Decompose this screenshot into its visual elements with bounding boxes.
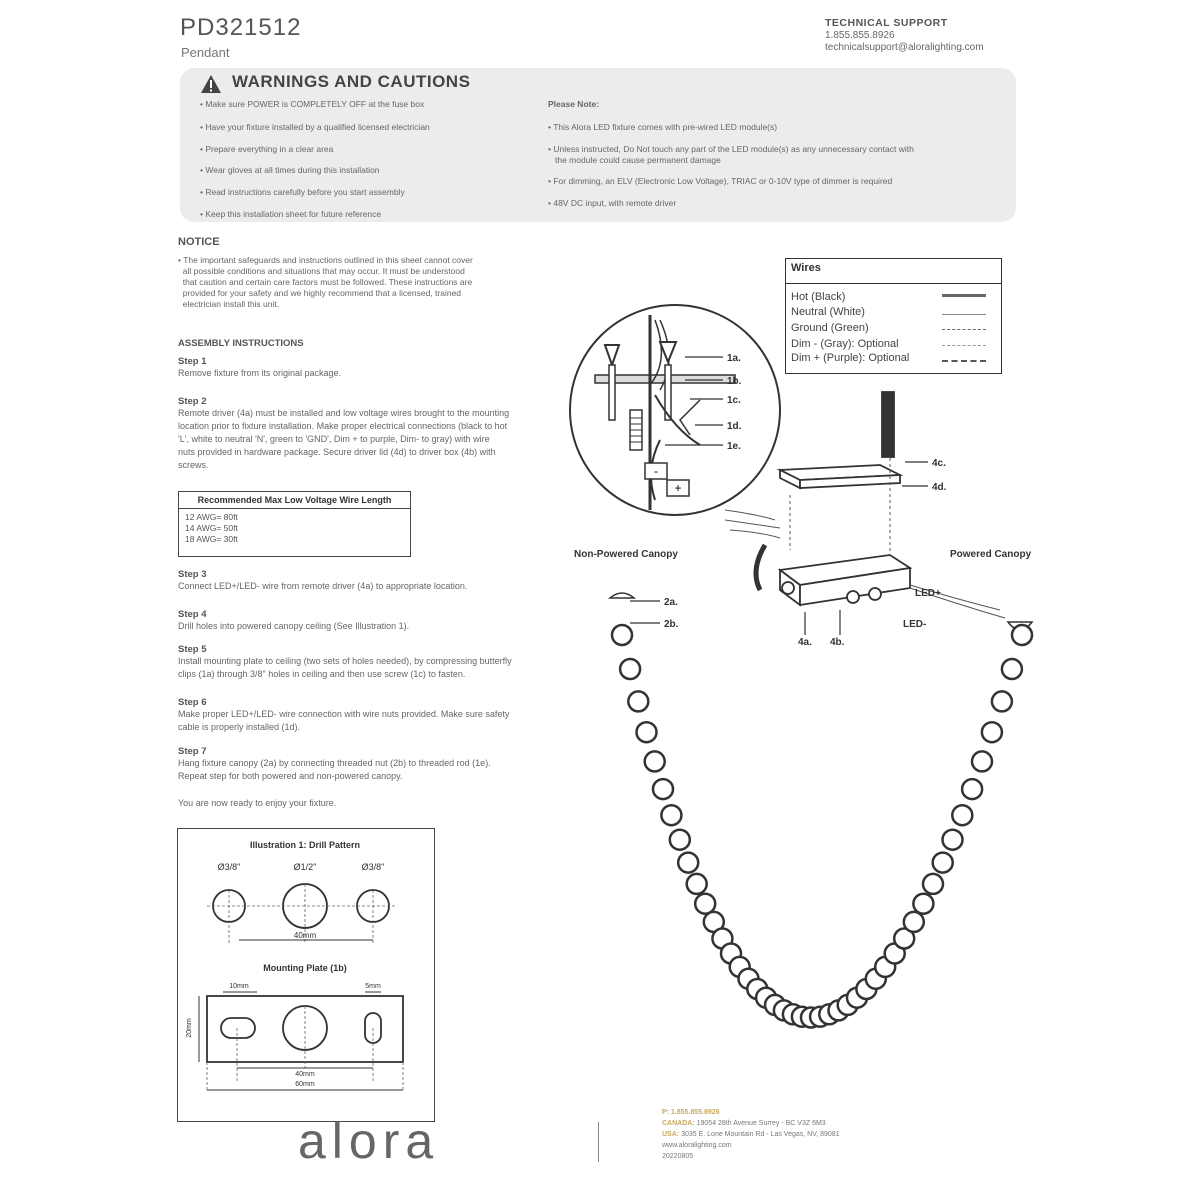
wire-hot: Hot (Black) <box>791 291 846 303</box>
bead <box>645 751 665 771</box>
warnings-title: WARNINGS AND CAUTIONS <box>232 72 471 91</box>
detail-circle <box>570 305 780 515</box>
footer-date: 20220805 <box>662 1153 694 1160</box>
product-code: PD321512 <box>180 14 302 41</box>
wire-ground: Ground (Green) <box>791 322 869 334</box>
led-plus-label: LED+ <box>915 588 941 599</box>
svg-text:+: + <box>674 481 682 495</box>
svg-text:5mm: 5mm <box>365 983 381 990</box>
wire-dim-plus: Dim + (Purple): Optional <box>791 352 910 364</box>
svg-text:Mounting Plate (1b): Mounting Plate (1b) <box>263 963 347 973</box>
warning-item: • Read instructions carefully before you start assembly <box>200 187 405 197</box>
bead <box>670 830 690 850</box>
step-5: Step 5 Install mounting plate to ceiling (two sets of holes needed), by compressing butterfly clips (1a) through 3/8" holes in ceiling and then use screw (1c) to fasten. <box>178 644 512 679</box>
svg-text:40mm: 40mm <box>295 1071 315 1078</box>
wire-length-table <box>178 491 411 557</box>
bead <box>913 894 933 914</box>
callout-4a: 4a. <box>798 637 812 648</box>
bead <box>653 779 673 799</box>
step-1: Step 1 Remove fixture from its original package. <box>178 356 342 378</box>
bead <box>637 722 657 742</box>
svg-text:Ø3/8": Ø3/8" <box>361 862 385 872</box>
callout-4c: 4c. <box>932 458 946 469</box>
warning-item: • Have your fixture installed by a qualified licensed electrician <box>200 122 430 132</box>
wire-hot-line <box>942 294 986 297</box>
step-7: Step 7 Hang fixture canopy (2a) by connecting threaded nut (2b) to threaded rod (1e). Repeat step for both powered and non-powered canopy. <box>178 746 491 781</box>
note-item: • This Alora LED fixture comes with pre-wired LED module(s) <box>548 122 778 132</box>
bead <box>620 659 640 679</box>
svg-text:-: - <box>654 464 658 478</box>
callout-4d: 4d. <box>932 482 947 493</box>
warning-item: • Prepare everything in a clear area <box>200 144 334 154</box>
note-item-cont: the module could cause permanent damage <box>555 155 721 165</box>
callout-4b: 4b. <box>830 637 845 648</box>
footer-phone: P: 1.855.855.8926 <box>662 1109 720 1116</box>
bead <box>1002 659 1022 679</box>
assembly-heading: ASSEMBLY INSTRUCTIONS <box>178 338 304 349</box>
svg-text:Ø1/2": Ø1/2" <box>293 862 317 872</box>
callout-1c: 1c. <box>727 395 741 406</box>
support-email[interactable]: technicalsupport@aloralighting.com <box>825 42 984 53</box>
installation-diagram <box>560 300 1120 1130</box>
support-phone: 1.855.855.8926 <box>825 30 895 41</box>
footer-usa: 3035 E. Lone Mountain Rd - Las Vegas, NV, 89081 <box>681 1131 840 1138</box>
callout-1b: 1b. <box>727 376 742 387</box>
wire-table-title: Recommended Max Low Voltage Wire Length <box>179 492 410 509</box>
footer-canada: 19054 28th Avenue Surrey - BC V3Z 6M3 <box>696 1120 826 1127</box>
callout-1d: 1d. <box>727 421 742 432</box>
callout-1a: 1a. <box>727 353 741 364</box>
drill-pattern-drawing <box>177 828 433 1120</box>
bead <box>687 874 707 894</box>
wire-dim-minus: Dim - (Gray): Optional <box>791 338 899 350</box>
bead <box>962 779 982 799</box>
step-2: Step 2 Remote driver (4a) must be installed and low voltage wires brought to the mounting location prior to fixture installation. Make proper electrical connections (black to hot 'L', white to neutral 'N', green to 'GND', Dim + to purple, Dim- to gray) with wire nuts provided in hardware package. Secure driver lid (4d) to driver box (4b) with screws. <box>178 396 510 470</box>
warning-item: • Keep this installation sheet for future reference <box>200 209 382 219</box>
bead <box>904 912 924 932</box>
table-row: 14 AWG= 50ft <box>185 523 238 533</box>
notice-text: • The important safeguards and instructions outlined in this sheet cannot cover all possible conditions and situations that may occur. It must be understood that caution and certain care factors must be followed. These instructions are provided for your safety and we highly recommend that a licensed, trained electrician install this unit. <box>178 255 473 309</box>
led-minus-label: LED- <box>903 619 927 630</box>
bead <box>678 853 698 873</box>
callout-2b: 2b. <box>664 619 679 630</box>
svg-text:40mm: 40mm <box>293 931 317 940</box>
table-row: 12 AWG= 80ft <box>185 512 238 522</box>
warning-triangle-icon <box>200 74 222 94</box>
note-title: Please Note: <box>548 99 600 109</box>
note-item: • 48V DC input, with remote driver <box>548 198 677 208</box>
wire-neutral: Neutral (White) <box>791 306 865 318</box>
notice-heading: NOTICE <box>178 236 220 248</box>
bead <box>933 853 953 873</box>
bead <box>972 751 992 771</box>
closing-text: You are now ready to enjoy your fixture. <box>178 798 337 808</box>
product-type: Pendant <box>181 45 230 60</box>
callout-1e: 1e. <box>727 441 741 452</box>
technical-support <box>825 17 984 54</box>
bead <box>661 805 681 825</box>
bead <box>612 625 632 645</box>
warning-item: • Make sure POWER is COMPLETELY OFF at the fuse box <box>200 99 425 109</box>
note-item: • Unless instructed, Do Not touch any part of the LED module(s) as any unnecessary contact with <box>548 144 914 154</box>
callout-2a: 2a. <box>664 597 678 608</box>
bead <box>695 894 715 914</box>
bead <box>1012 625 1032 645</box>
support-title: TECHNICAL SUPPORT <box>825 17 948 29</box>
svg-text:10mm: 10mm <box>229 983 249 990</box>
svg-text:Illustration 1: Drill Pattern: Illustration 1: Drill Pattern <box>249 840 361 850</box>
alora-logo: alora <box>298 1113 440 1169</box>
bead <box>923 874 943 894</box>
step-6: Step 6 Make proper LED+/LED- wire connection with wire nuts provided. Make sure safety cable is properly installed (1d). <box>178 697 510 732</box>
powered-label: Powered Canopy <box>950 549 1032 560</box>
footer-web[interactable]: www.aloralighting.com <box>662 1142 732 1149</box>
bead <box>982 722 1002 742</box>
footer-divider <box>598 1122 599 1162</box>
svg-text:Ø3/8": Ø3/8" <box>217 862 241 872</box>
bead-chain <box>612 625 1032 1028</box>
svg-text:60mm: 60mm <box>295 1081 315 1088</box>
table-row: 18 AWG= 30ft <box>185 534 238 544</box>
footer-contact: P: 1.855.855.8926 CANADA: 19054 28th Avenue Surrey - BC V3Z 6M3 USA: 3035 E. Lone Mountain Rd - Las Vegas, NV, 89081 www.aloralighting.com 20220805 <box>662 1109 840 1160</box>
bead <box>943 830 963 850</box>
bead <box>992 691 1012 711</box>
svg-text:20mm: 20mm <box>186 1018 193 1038</box>
bead <box>628 691 648 711</box>
warning-item: • Wear gloves at all times during this installation <box>200 165 380 175</box>
wires-legend-title: Wires <box>786 259 1001 284</box>
non-powered-label: Non-Powered Canopy <box>574 549 678 560</box>
note-item: • For dimming, an ELV (Electronic Low Voltage), TRIAC or 0-10V type of dimmer is required <box>548 176 893 186</box>
bead <box>952 805 972 825</box>
step-3: Step 3 Connect LED+/LED- wire from remote driver (4a) to appropriate location. <box>178 569 468 591</box>
step-4: Step 4 Drill holes into powered canopy ceiling (See Illustration 1). <box>178 609 410 631</box>
